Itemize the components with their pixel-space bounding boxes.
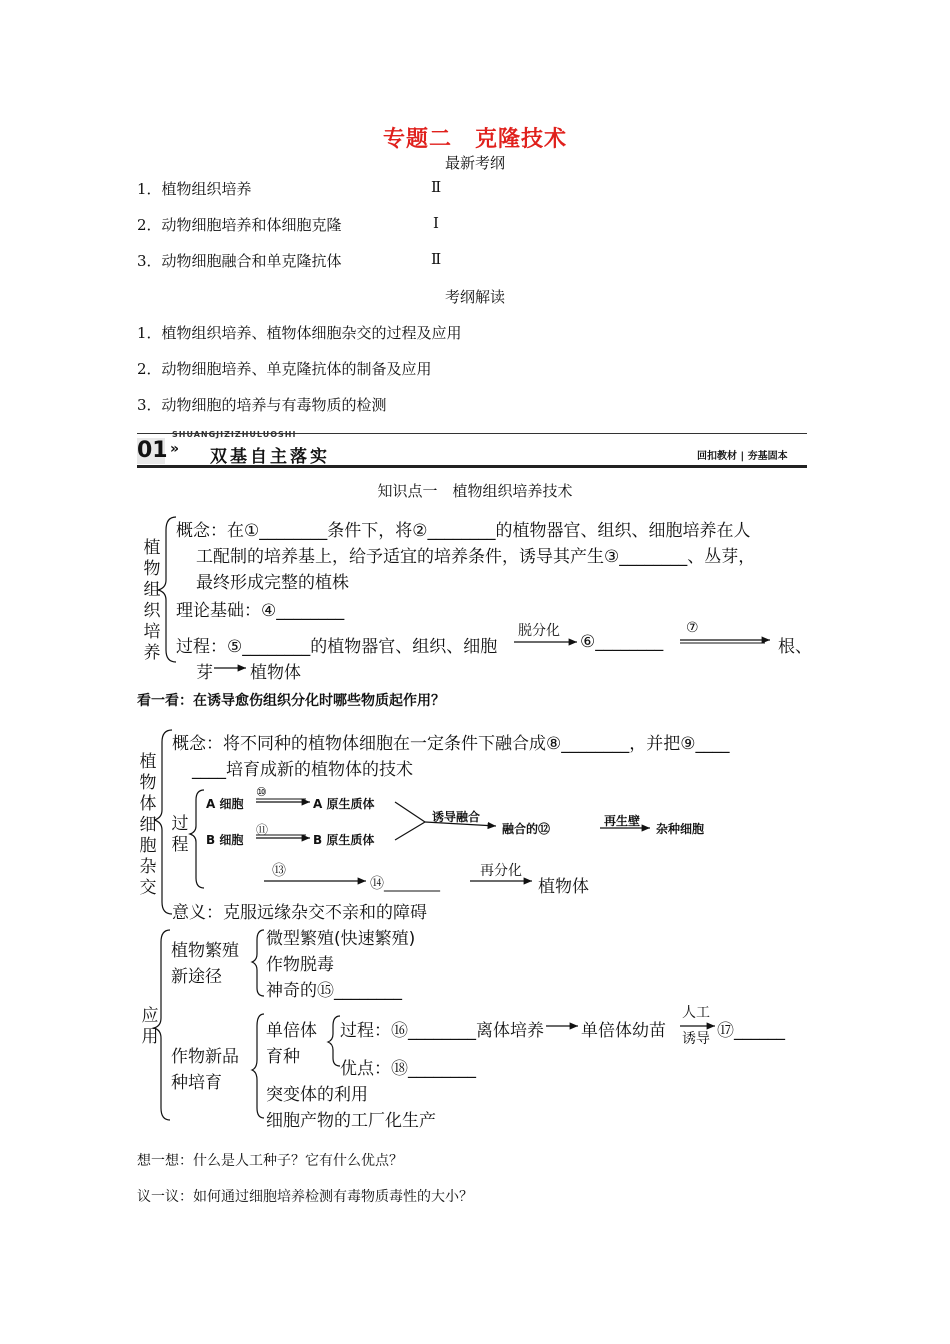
label-haploid-2: 育种 xyxy=(266,1047,300,1067)
look-question: 看一看：在诱导愈伤组织分化时哪些物质起作用？ xyxy=(137,693,445,709)
label-propagation-2: 新途径 xyxy=(171,967,222,987)
breeding-mutant: 突变体的利用 xyxy=(266,1085,368,1105)
discuss-question: 议一议：如何通过细胞培养检测有毒物质毒性的大小？ xyxy=(137,1189,473,1205)
label-induce-fusion: 诱导融合 xyxy=(432,810,481,824)
interpretation-item-1: 1．植物组织培养、植物体细胞杂交的过程及应用 xyxy=(137,324,462,342)
b-protoplast: B 原生质体 xyxy=(313,833,375,847)
label-haploid-1: 单倍体 xyxy=(266,1021,317,1041)
num-17: ⑰______ xyxy=(717,1021,785,1041)
label-regen-wall: 再生壁 xyxy=(604,814,641,828)
tissue-process-5: 植物体 xyxy=(250,663,301,683)
tissue-process-3: 根、 xyxy=(778,637,812,657)
banner-number: 01 xyxy=(137,438,168,463)
knowledge-heading: 知识点一 植物组织培养技术 xyxy=(377,482,573,500)
tissue-process-2: ⑥________ xyxy=(580,632,664,652)
outline-item-2: 2．动物细胞培养和体细胞克隆 xyxy=(137,216,342,234)
label-num-7: ⑦ xyxy=(686,620,699,636)
outline-item-3: 3．动物细胞融合和单克隆抗体 xyxy=(137,252,342,270)
label-propagation-1: 植物繁殖 xyxy=(171,941,239,961)
haploid-seedling: 单倍体幼苗 xyxy=(581,1021,666,1041)
brace-propagation xyxy=(252,930,264,996)
tissue-theory: 理论基础：④________ xyxy=(176,601,345,621)
interpretation-item-3: 3．动物细胞的培养与有毒物质的检测 xyxy=(137,396,387,414)
a-cell: A 细胞 xyxy=(206,797,244,811)
banner-title: 双基自主落实 xyxy=(210,447,330,467)
label-induce: 诱导 xyxy=(682,1031,710,1047)
hybrid-meaning: 意义：克服远缘杂交不亲和的障碍 xyxy=(172,903,427,923)
hybrid-concept-1: 概念：将不同种的植物体细胞在一定条件下融合成⑧________，并把⑨____ xyxy=(172,734,730,754)
hybrid-plant: 植物体 xyxy=(538,877,589,897)
banner-chevron-icon: » xyxy=(170,441,180,457)
hybrid-cell: 杂种细胞 xyxy=(656,822,705,836)
prop-detox: 作物脱毒 xyxy=(266,955,334,975)
interpretation-item-2: 2．动物细胞培养、单克隆抗体的制备及应用 xyxy=(137,360,432,378)
banner-pinyin: SHUANGJIZIZHULUOSHI xyxy=(172,430,297,439)
label-breeding-2: 种培育 xyxy=(171,1073,222,1093)
outline-level-2: Ⅰ xyxy=(433,214,439,232)
brace-breeding xyxy=(252,1014,264,1118)
prop-micro: 微型繁殖(快速繁殖) xyxy=(266,929,416,949)
tissue-concept-1: 概念：在①________条件下，将②________的植物器官、组织、细胞培养在人 xyxy=(176,521,751,541)
tissue-concept-2: 工配制的培养基上，给予适宜的培养条件，诱导其产生③________、丛芽， xyxy=(196,547,756,567)
banner-tagline: 回扣教材 | 夯基固本 xyxy=(697,451,788,462)
num-11: ⑪ xyxy=(256,823,269,837)
fused-12: 融合的⑫ xyxy=(502,822,551,836)
num-13: ⑬ xyxy=(272,863,286,879)
prop-15: 神奇的⑮________ xyxy=(266,981,402,1001)
tissue-process-4: 芽 xyxy=(196,663,213,683)
label-breeding-1: 作物新品 xyxy=(171,1047,239,1067)
label-somatic-hybridization: 植物体细胞杂交 xyxy=(139,752,157,898)
breeding-industrial: 细胞产物的工厂化生产 xyxy=(266,1111,436,1131)
outline-item-1: 1．植物组织培养 xyxy=(137,180,252,198)
b-cell: B 细胞 xyxy=(206,833,244,847)
haploid-advantage: 优点：⑱________ xyxy=(340,1059,476,1079)
outline-level-1: Ⅱ xyxy=(431,178,442,196)
outline-level-3: Ⅱ xyxy=(431,250,442,268)
tissue-process-1: 过程：⑤________的植物器官、组织、细胞 xyxy=(176,637,498,657)
brace-process xyxy=(190,790,204,888)
label-tissue-culture: 植物组织培养 xyxy=(143,538,161,663)
tissue-concept-3: 最终形成完整的植株 xyxy=(196,573,349,593)
label-dedifferentiation: 脱分化 xyxy=(518,623,560,639)
label-redifferentiation: 再分化 xyxy=(480,863,522,879)
label-artificial: 人工 xyxy=(682,1005,710,1021)
num-14: ⑭________ xyxy=(370,876,440,892)
haploid-process: 过程：⑯________离体培养 xyxy=(340,1021,544,1041)
num-10: ⑩ xyxy=(256,785,267,799)
interpretation-heading: 考纲解读 xyxy=(444,288,505,306)
think-question: 想一想：什么是人工种子？它有什么优点？ xyxy=(137,1153,403,1169)
outline-heading: 最新考纲 xyxy=(444,154,505,172)
hybrid-concept-2: ____培育成新的植物体的技术 xyxy=(192,760,413,780)
page-title: 专题二 克隆技术 xyxy=(382,126,567,152)
brace-haploid xyxy=(328,1016,340,1066)
a-protoplast: A 原生质体 xyxy=(313,797,375,811)
label-process: 过程 xyxy=(171,814,189,855)
label-application: 应用 xyxy=(141,1006,159,1047)
